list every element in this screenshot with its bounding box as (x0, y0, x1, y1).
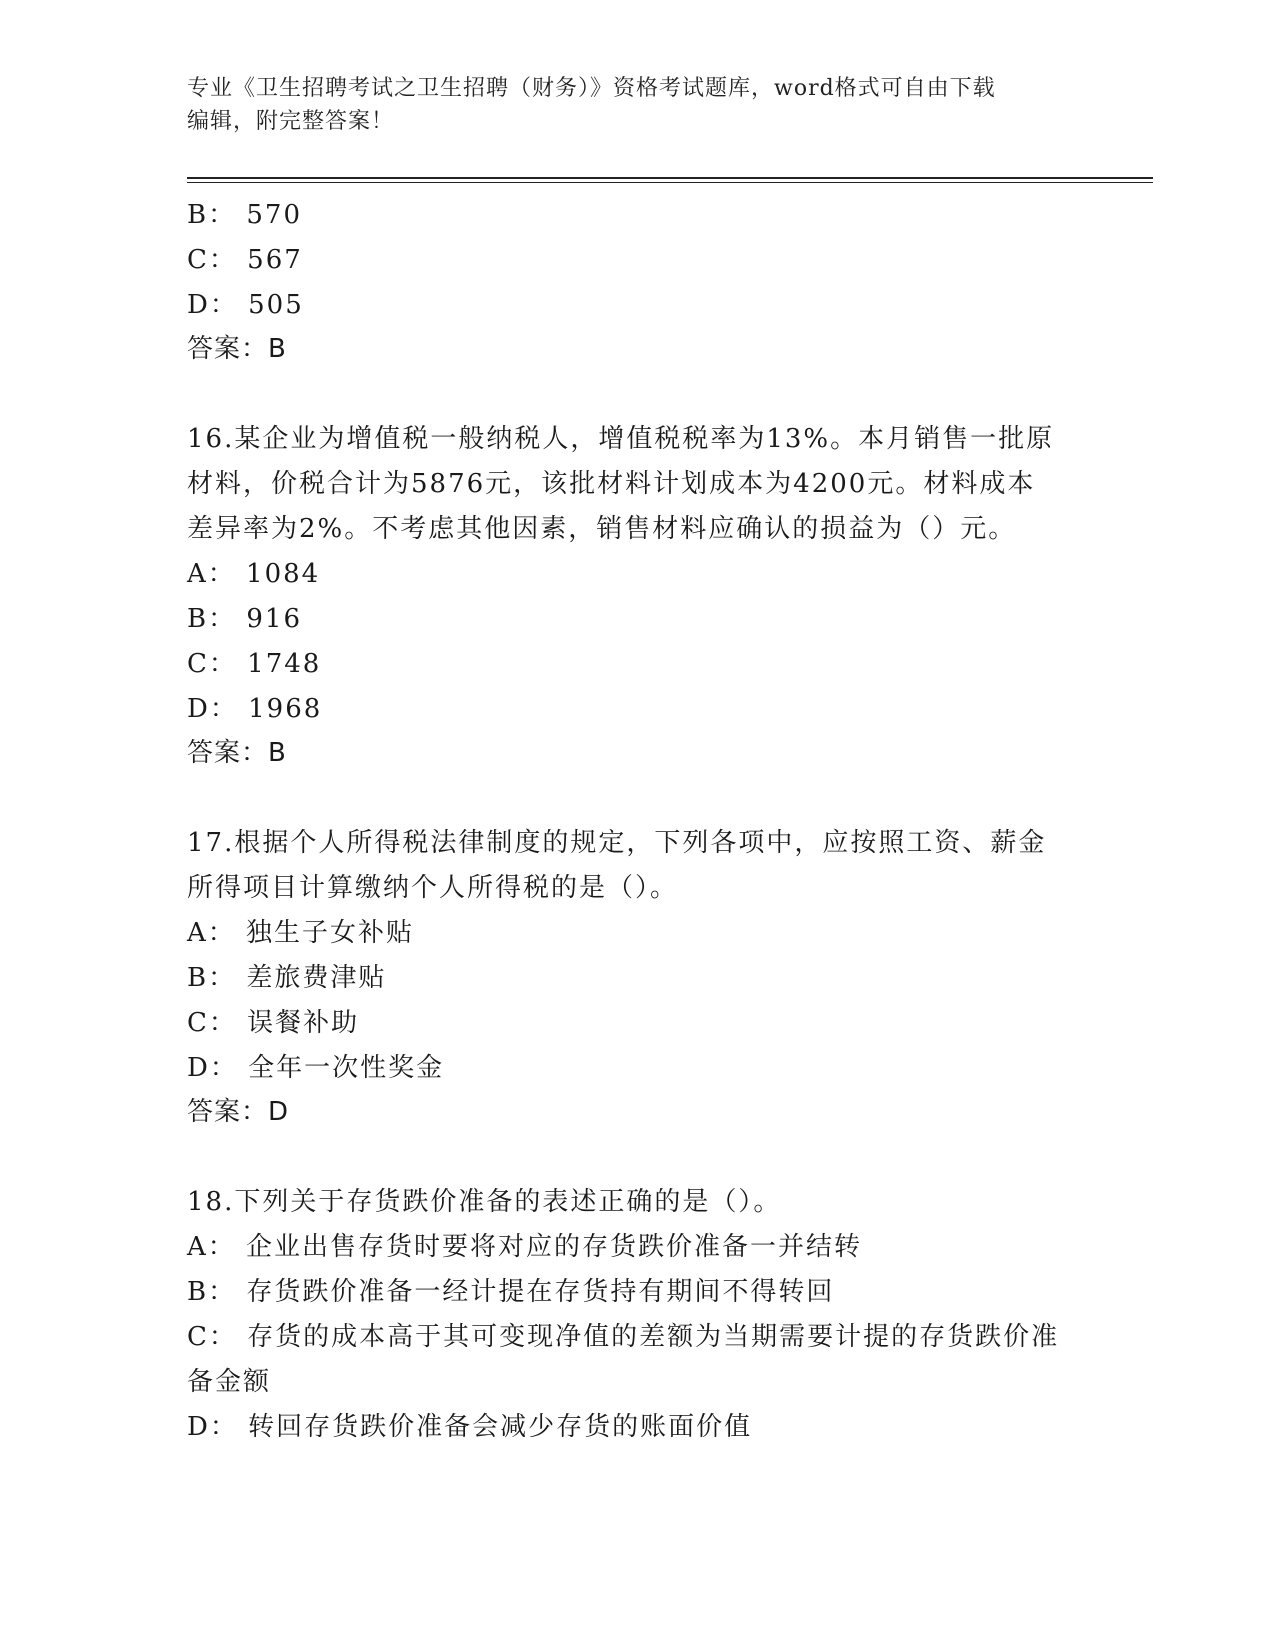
q18-option-b: B： 存货跌价准备一经计提在存货持有期间不得转回 (187, 1277, 835, 1307)
q18-option-c-line-1: C： 存货的成本高于其可变现净值的差额为当期需要计提的存货跌价准 (187, 1322, 1060, 1352)
header-divider-thick (187, 177, 1153, 179)
header-divider-thin (187, 182, 1153, 183)
q16-stem-line-2: 材料，价税合计为5876元，该批材料计划成本为4200元。材料成本 (187, 469, 1036, 499)
q15-option-c: C： 567 (187, 245, 303, 275)
q17-option-a: A： 独生子女补贴 (187, 918, 415, 948)
q17-option-c: C： 误餐补助 (187, 1008, 360, 1038)
q17-stem-line-1: 17.根据个人所得税法律制度的规定，下列各项中，应按照工资、薪金 (187, 828, 1047, 858)
q16-option-d: D： 1968 (187, 694, 323, 724)
q15-option-b: B： 570 (187, 200, 302, 230)
q15-answer: 答案：B (187, 334, 287, 364)
q16-stem-line-1: 16.某企业为增值税一般纳税人，增值税税率为13%。本月销售一批原 (187, 424, 1055, 454)
q16-option-a: A： 1084 (187, 559, 321, 589)
q18-option-a: A： 企业出售存货时要将对应的存货跌价准备一并结转 (187, 1232, 863, 1262)
q18-option-c-line-2: 备金额 (187, 1367, 272, 1397)
q16-stem-line-3: 差异率为2%。不考虑其他因素，销售材料应确认的损益为（）元。 (187, 514, 1017, 544)
q16-option-c: C： 1748 (187, 649, 322, 679)
q16-answer: 答案：B (187, 738, 287, 768)
q17-answer: 答案：D (187, 1097, 290, 1127)
header-line-1: 专业《卫生招聘考试之卫生招聘（财务）》资格考试题库，word格式可自由下载 (187, 76, 996, 101)
q15-option-d: D： 505 (187, 290, 304, 320)
q18-stem-line-1: 18.下列关于存货跌价准备的表述正确的是（）。 (187, 1187, 782, 1217)
q17-option-b: B： 差旅费津贴 (187, 963, 387, 993)
q17-option-d: D： 全年一次性奖金 (187, 1053, 445, 1083)
q17-stem-line-2: 所得项目计算缴纳个人所得税的是（）。 (187, 873, 679, 903)
q18-option-d: D： 转回存货跌价准备会减少存货的账面价值 (187, 1412, 753, 1442)
q16-option-b: B： 916 (187, 604, 302, 634)
document-header (187, 72, 1087, 138)
header-line-2: 编辑，附完整答案！ (187, 109, 395, 134)
